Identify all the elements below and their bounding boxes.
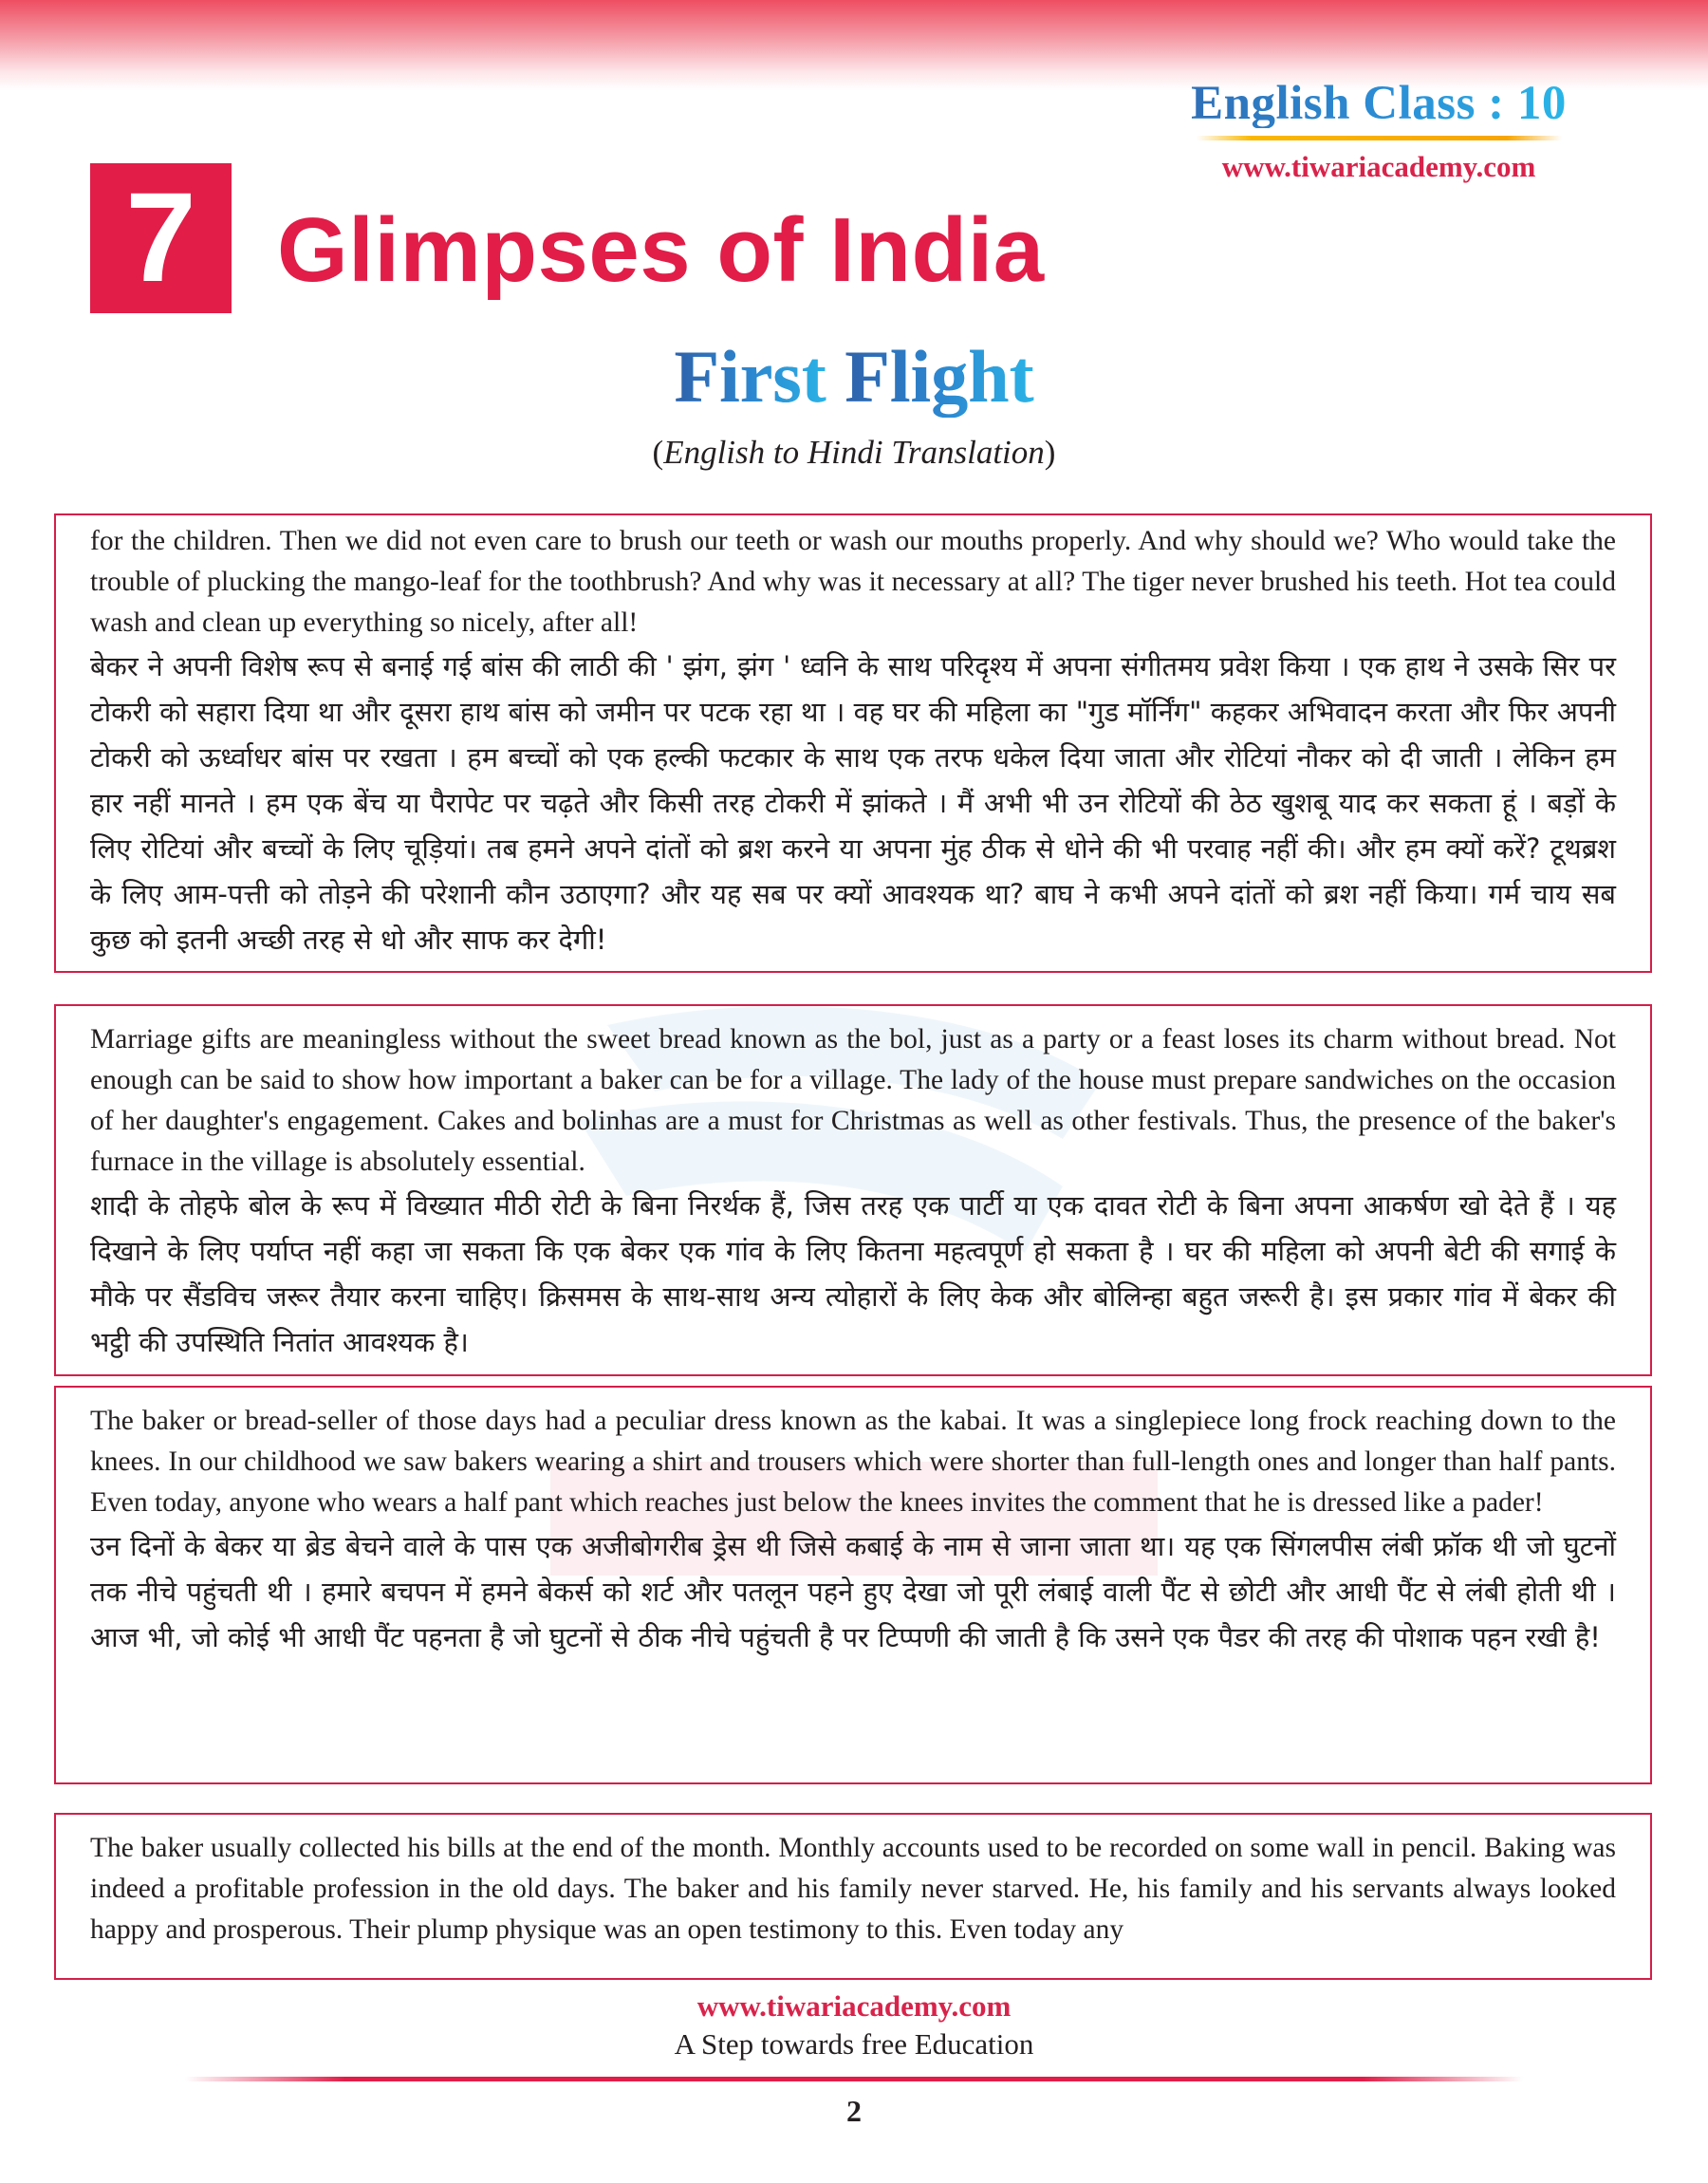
footer-url-link[interactable]: www.tiwariacademy.com bbox=[696, 1989, 1012, 2023]
translation-section-2 bbox=[54, 1004, 1652, 1376]
chapter-number-badge: 7 bbox=[90, 163, 232, 313]
footer-tagline: A Step towards free Education bbox=[674, 2027, 1034, 2061]
english-paragraph: The baker or bread-seller of those days had a peculiar dress known as the kabai. It was a singlepiece long frock reaching down to the knees. In our childhood we saw bakers wearing a shirt and trousers which were shorter than full-length ones and longer than half pants. Even today, anyone who wears a half pant which reaches just below the knees invites the comment that he is dressed like a pader! bbox=[90, 1406, 1616, 1518]
hindi-paragraph: बेकर ने अपनी विशेष रूप से बनाई गई बांस की लाठी की ' झंग, झंग ' ध्वनि के साथ परिदृश्य में अपना संगीतमय प्रवेश किया । एक हाथ ने उसके सिर पर टोकरी को सहारा दिया था और दूसरा हाथ बांस को जमीन पर पटक रहा था । वह घर की महिला का "गुड मॉर्निंग" कहकर अभिवादन करता और फिर अपनी टोकरी को ऊर्ध्वाधर बांस पर रखता । हम बच्चों को एक हल्की फटकार के साथ एक तरफ धकेल दिया जाता और रोटियां नौकर को दी जाती । लेकिन हम हार नहीं मानते । हम एक बेंच या पैरापेट पर चढ़ते और किसी तरह टोकरी में झांकते । मैं अभी भी उन रोटियों की ठेठ खुशबू याद कर सकता हूं । बड़ों के लिए रोटियां और बच्चों के लिए चूड़ियां। तब हमने अपने दांतों को ब्रश करने या अपना मुंह ठीक से धोने की भी परवाह नहीं की। और हम क्यों करें? टूथब्रश के लिए आम-पत्ती को तोड़ने की परेशानी कौन उठाएगा? और यह सब पर क्यों आवश्यक था? बाघ ने कभी अपने दांतों को ब्रश नहीं किया। गर्म चाय सब कुछ को इतनी अच्छी तरह से धो और साफ कर देगी! bbox=[90, 650, 1617, 956]
hindi-paragraph: शादी के तोहफे बोल के रूप में विख्यात मीठी रोटी के बिना निरर्थक हैं, जिस तरह एक पार्टी या एक दावत रोटी के बिना अपना आकर्षण खो देते हैं । यह दिखाने के लिए पर्याप्त नहीं कहा जा सकता कि एक बेकर एक गांव के लिए कितना महत्वपूर्ण हो सकता है । घर की महिला को अपनी बेटी की सगाई के मौके पर सैंडविच जरूर तैयार करना चाहिए। क्रिसमस के साथ-साथ अन्य त्योहारों के लिए केक और बोलिन्हा बहुत जरूरी है। इस प्रकार गांव में बेकर की भट्ठी की उपस्थिति नितांत आवश्यक है। bbox=[90, 1189, 1616, 1358]
subtitle-close-paren: ) bbox=[1044, 434, 1056, 471]
book-title-word-1: First bbox=[674, 335, 826, 418]
page-number: 2 bbox=[846, 2094, 862, 2128]
chapter-title: Glimpses of India bbox=[277, 199, 1045, 301]
translation-section-4 bbox=[54, 1813, 1652, 1980]
class-label: English Class : 10 bbox=[1189, 80, 1569, 128]
translation-section-1 bbox=[54, 513, 1652, 973]
english-paragraph: for the children. Then we did not even care to brush our teeth or wash our mouths properly. And why should we? Who would take the trouble of plucking the mango-leaf for the toothbrush? And why was it necessary at all? The tiger never brushed his teeth. Hot tea could wash and clean up everything so nicely, after all! bbox=[90, 526, 1616, 638]
english-paragraph: Marriage gifts are meaningless without the sweet bread known as the bol, just as a party or a feast loses its charm without bread. Not enough can be said to show how important a baker can be for a village. The lady of the house must prepare sandwiches on the occasion of her daughter's engagement. Cakes and bolinhas are a must for Christmas as well as other festivals. Thus, the presence of the baker's furnace in the village is absolutely essential. bbox=[90, 1024, 1616, 1177]
header-url-link[interactable]: www.tiwariacademy.com bbox=[1221, 150, 1536, 183]
translation-section-3 bbox=[54, 1386, 1652, 1784]
header-branding bbox=[1189, 77, 1569, 184]
subtitle-open-paren: ( bbox=[652, 434, 664, 471]
hindi-paragraph: उन दिनों के बेकर या ब्रेड बेचने वाले के पास एक अजीबोगरीब ड्रेस थी जिसे कबाई के नाम से जाना जाता था। यह एक सिंगलपीस लंबी फ्रॉक थी जो घुटनों तक नीचे पहुंचती थी । हमारे बचपन में हमने बेकर्स को शर्ट और पतलून पहने हुए देखा जो पूरी लंबाई वाली पैंट से छोटी और आधी पैंट से लंबी होती थी । आज भी, जो कोई भी आधी पैंट पहनता है जो घुटनों से ठीक नीचे पहुंचती है पर टिप्पणी की जाती है कि उसने एक पैडर की तरह की पोशाक पहन रखी है! bbox=[90, 1530, 1616, 1653]
class-underline bbox=[1197, 136, 1562, 140]
book-title bbox=[0, 335, 1708, 418]
book-title-word-2: Flight bbox=[845, 335, 1034, 418]
subtitle-text: English to Hindi Translation bbox=[663, 434, 1045, 471]
subtitle bbox=[0, 434, 1708, 472]
footer-divider bbox=[185, 2077, 1523, 2081]
english-paragraph: The baker usually collected his bills at the end of the month. Monthly accounts used to be recorded on some wall in pencil. Baking was indeed a profitable profession in the old days. The baker and his family never starved. He, his family and his servants always looked happy and prosperous. Their plump physique was an open testimony to this. Even today any bbox=[90, 1833, 1616, 1945]
